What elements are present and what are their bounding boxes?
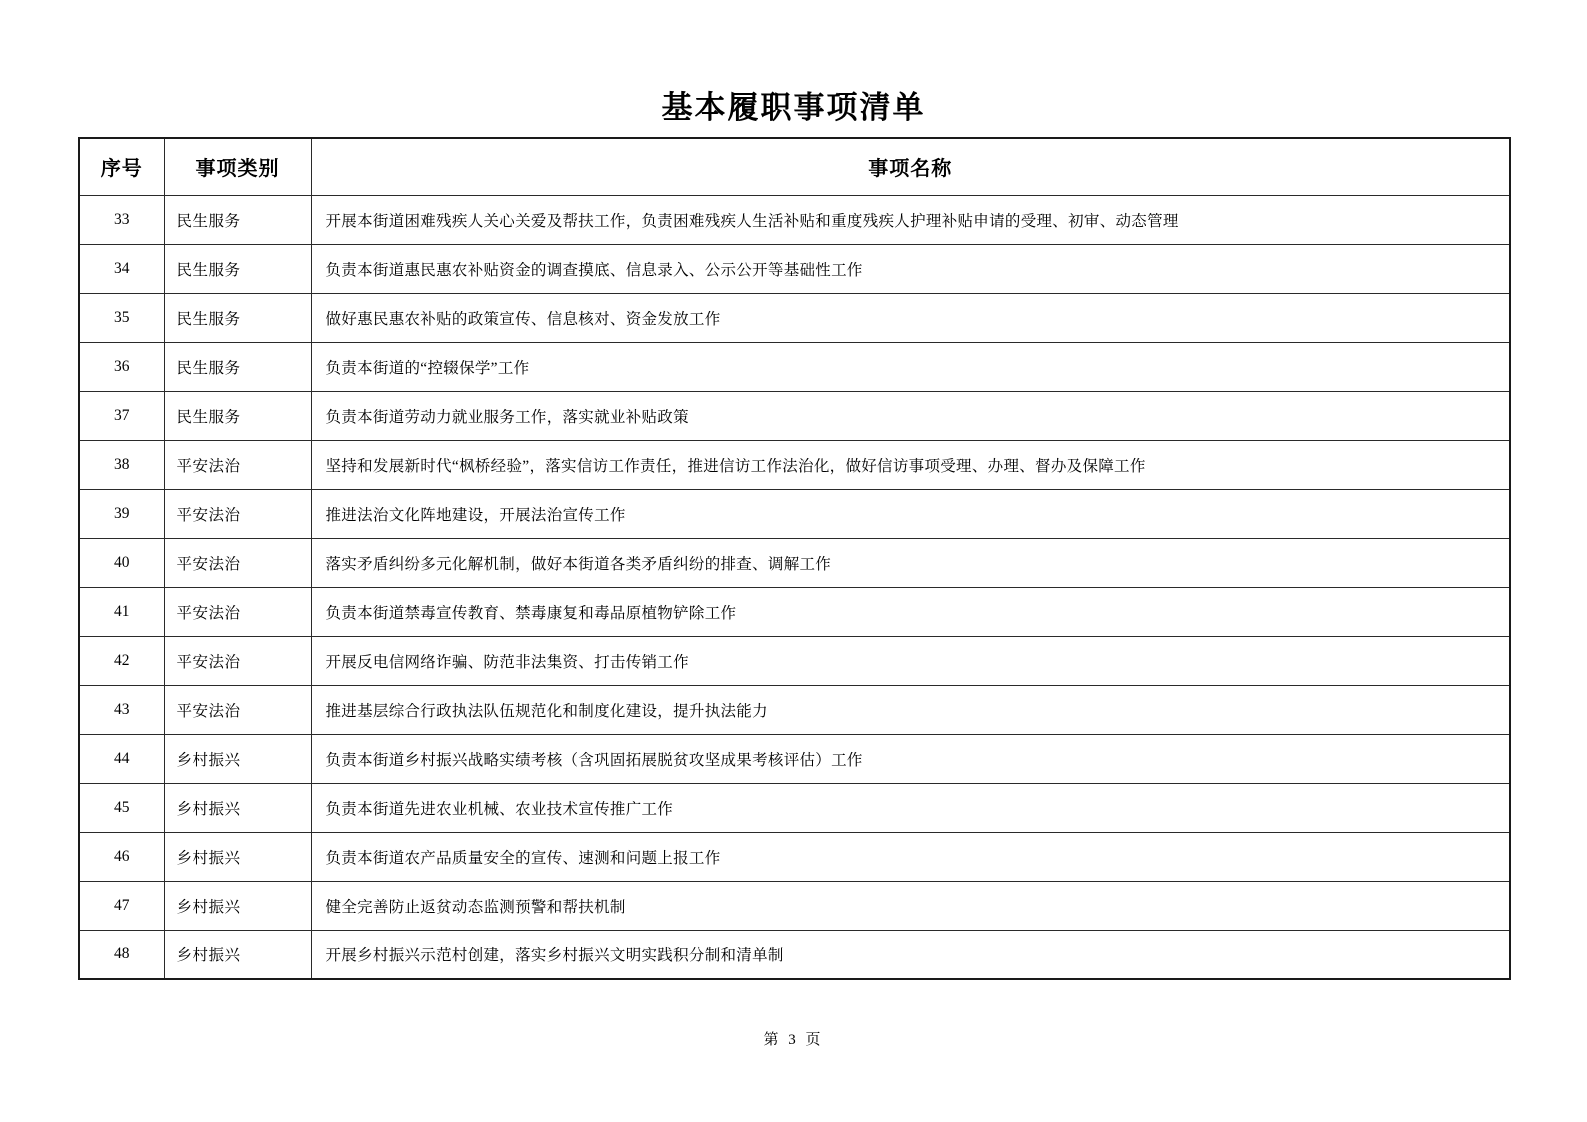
row-serial-number: 47: [79, 881, 164, 930]
row-item-name: 负责本街道劳动力就业服务工作，落实就业补贴政策: [311, 391, 1510, 440]
row-item-name: 负责本街道先进农业机械、农业技术宣传推广工作: [311, 783, 1510, 832]
row-item-name: 推进法治文化阵地建设，开展法治宣传工作: [311, 489, 1510, 538]
page-title: 基本履职事项清单: [661, 90, 926, 126]
row-item-name: 落实矛盾纠纷多元化解机制，做好本街道各类矛盾纠纷的排查、调解工作: [311, 538, 1510, 587]
duty-items-table: [78, 137, 1511, 980]
table-row: [79, 195, 1510, 244]
row-serial-number: 33: [79, 195, 164, 244]
row-item-category: 乡村振兴: [164, 734, 311, 783]
row-item-category: 平安法治: [164, 538, 311, 587]
table-row: [79, 832, 1510, 881]
row-item-name: 健全完善防止返贫动态监测预警和帮扶机制: [311, 881, 1510, 930]
table-header: [79, 138, 1510, 195]
table-row: [79, 342, 1510, 391]
row-item-category: 平安法治: [164, 685, 311, 734]
row-serial-number: 38: [79, 440, 164, 489]
row-item-name: 开展乡村振兴示范村创建，落实乡村振兴文明实践积分制和清单制: [311, 930, 1510, 979]
table-row: [79, 685, 1510, 734]
row-serial-number: 34: [79, 244, 164, 293]
table-row: [79, 636, 1510, 685]
table-row: [79, 391, 1510, 440]
header-serial-number: 序号: [79, 138, 164, 195]
row-item-name: 负责本街道农产品质量安全的宣传、速测和问题上报工作: [311, 832, 1510, 881]
row-item-category: 乡村振兴: [164, 881, 311, 930]
row-serial-number: 35: [79, 293, 164, 342]
row-item-name: 开展本街道困难残疾人关心关爱及帮扶工作，负责困难残疾人生活补贴和重度残疾人护理补贴申请的受理、初审、动态管理: [311, 195, 1510, 244]
row-item-name: 负责本街道惠民惠农补贴资金的调查摸底、信息录入、公示公开等基础性工作: [311, 244, 1510, 293]
table-row: [79, 538, 1510, 587]
row-item-category: 民生服务: [164, 244, 311, 293]
row-item-category: 乡村振兴: [164, 832, 311, 881]
table-row: [79, 587, 1510, 636]
row-item-name: 负责本街道乡村振兴战略实绩考核（含巩固拓展脱贫攻坚成果考核评估）工作: [311, 734, 1510, 783]
row-item-category: 民生服务: [164, 195, 311, 244]
row-item-category: 民生服务: [164, 391, 311, 440]
row-item-name: 推进基层综合行政执法队伍规范化和制度化建设，提升执法能力: [311, 685, 1510, 734]
row-serial-number: 43: [79, 685, 164, 734]
row-item-category: 平安法治: [164, 587, 311, 636]
table-row: [79, 293, 1510, 342]
row-serial-number: 36: [79, 342, 164, 391]
row-serial-number: 45: [79, 783, 164, 832]
row-serial-number: 39: [79, 489, 164, 538]
row-item-category: 乡村振兴: [164, 930, 311, 979]
page-number: 第 3 页: [763, 1032, 824, 1048]
row-serial-number: 46: [79, 832, 164, 881]
table-row: [79, 783, 1510, 832]
row-serial-number: 37: [79, 391, 164, 440]
row-item-name: 开展反电信网络诈骗、防范非法集资、打击传销工作: [311, 636, 1510, 685]
table-row: [79, 734, 1510, 783]
row-serial-number: 44: [79, 734, 164, 783]
table-row: [79, 244, 1510, 293]
table-body: [79, 195, 1510, 979]
row-item-category: 平安法治: [164, 489, 311, 538]
row-serial-number: 40: [79, 538, 164, 587]
table-row: [79, 440, 1510, 489]
row-item-category: 平安法治: [164, 440, 311, 489]
row-item-name: 负责本街道禁毒宣传教育、禁毒康复和毒品原植物铲除工作: [311, 587, 1510, 636]
table-header-row: [79, 138, 1510, 195]
table-row: [79, 489, 1510, 538]
row-item-name: 坚持和发展新时代“枫桥经验”，落实信访工作责任，推进信访工作法治化，做好信访事项受理、办理、督办及保障工作: [311, 440, 1510, 489]
row-serial-number: 42: [79, 636, 164, 685]
row-serial-number: 48: [79, 930, 164, 979]
row-item-name: 负责本街道的“控辍保学”工作: [311, 342, 1510, 391]
table-row: [79, 881, 1510, 930]
row-item-category: 民生服务: [164, 342, 311, 391]
table-row: [79, 930, 1510, 979]
row-item-category: 乡村振兴: [164, 783, 311, 832]
row-item-category: 民生服务: [164, 293, 311, 342]
row-item-category: 平安法治: [164, 636, 311, 685]
row-serial-number: 41: [79, 587, 164, 636]
header-item-name: 事项名称: [311, 138, 1510, 195]
row-item-name: 做好惠民惠农补贴的政策宣传、信息核对、资金发放工作: [311, 293, 1510, 342]
header-item-category: 事项类别: [164, 138, 311, 195]
